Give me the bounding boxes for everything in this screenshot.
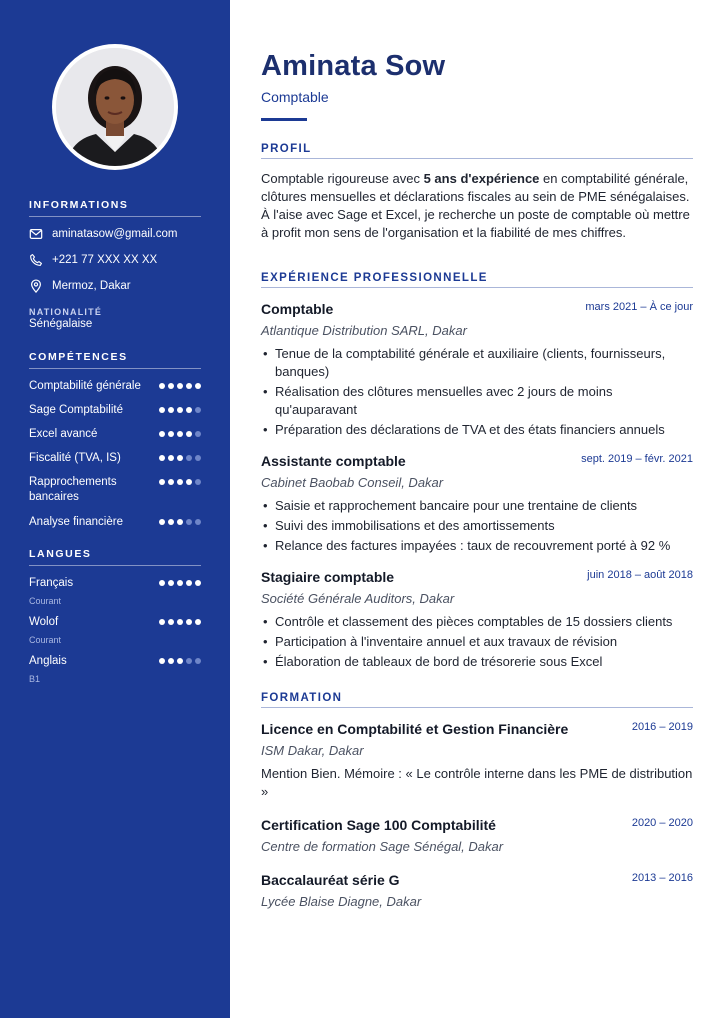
level-dot-filled — [168, 431, 174, 437]
person-name: Aminata Sow — [261, 50, 446, 82]
language-level — [159, 580, 201, 586]
list-item: • Relance des factures impayées : taux de recouvrement porté à 92 % — [261, 537, 693, 555]
level-dot-empty — [195, 658, 201, 664]
level-dot-filled — [159, 658, 165, 664]
skill-level — [159, 383, 201, 389]
title-accent-bar — [261, 118, 307, 121]
level-dot-filled — [186, 407, 192, 413]
list-item: • Élaboration de tableaux de bord de trésorerie sous Excel — [261, 653, 693, 671]
level-dot-filled — [177, 580, 183, 586]
level-dot-filled — [186, 383, 192, 389]
level-dot-filled — [159, 407, 165, 413]
level-dot-empty — [195, 407, 201, 413]
job-company: Cabinet Baobab Conseil, Dakar — [261, 475, 444, 490]
level-dot-filled — [168, 455, 174, 461]
job-title: Assistante comptable — [261, 453, 406, 469]
list-item: • Saisie et rapprochement bancaire pour une trentaine de clients — [261, 497, 693, 515]
level-dot-filled — [168, 479, 174, 485]
mail-icon — [29, 227, 43, 241]
education-school: ISM Dakar, Dakar — [261, 743, 364, 758]
job-bullets — [261, 613, 693, 673]
level-dot-filled — [159, 619, 165, 625]
skill-name: Excel avancé — [29, 428, 98, 440]
language-level — [159, 619, 201, 625]
language-item — [29, 615, 201, 630]
level-dot-filled — [177, 455, 183, 461]
info-section-title: INFORMATIONS — [29, 199, 201, 217]
nationality-label: NATIONALITÉ — [29, 307, 103, 317]
profile-highlight: 5 ans d'expérience — [423, 171, 540, 186]
skill-item — [29, 451, 201, 466]
skill-level — [159, 479, 201, 485]
language-level — [159, 658, 201, 664]
skill-item — [29, 427, 201, 442]
level-dot-filled — [177, 658, 183, 664]
profile-photo — [52, 44, 178, 170]
list-item: • Participation à l'inventaire annuel et aux travaux de révision — [261, 633, 693, 651]
education-note: Mention Bien. Mémoire : « Le contrôle interne dans les PME de distribution » — [261, 766, 693, 799]
level-dot-filled — [186, 580, 192, 586]
education-title: Certification Sage 100 Comptabilité — [261, 817, 496, 833]
level-dot-empty — [186, 455, 192, 461]
skill-level — [159, 519, 201, 525]
level-dot-filled — [195, 580, 201, 586]
level-dot-filled — [177, 619, 183, 625]
nationality-value: Sénégalaise — [29, 318, 93, 330]
skill-level — [159, 407, 201, 413]
skill-name: Comptabilité générale — [29, 380, 141, 392]
list-item: • Contrôle et classement des pièces comptables de 15 dossiers clients — [261, 613, 693, 631]
education-date: 2020 – 2020 — [631, 817, 693, 829]
skills-section-title: COMPÉTENCES — [29, 351, 201, 369]
phone-icon — [29, 253, 43, 267]
job-date: mars 2021 – À ce jour — [585, 301, 693, 313]
skill-name: Sage Comptabilité — [29, 404, 123, 416]
skill-level — [159, 431, 201, 437]
list-item: • Tenue de la comptabilité générale et auxiliaire (clients, fournisseurs, banques) — [261, 345, 693, 381]
job-date: juin 2018 – août 2018 — [587, 569, 693, 581]
level-dot-empty — [195, 519, 201, 525]
skill-name: Analyse financière — [29, 516, 123, 528]
level-dot-filled — [168, 519, 174, 525]
level-dot-empty — [186, 519, 192, 525]
language-level-text: B1 — [29, 674, 41, 684]
education-section-title: FORMATION — [261, 692, 693, 708]
skill-item — [29, 515, 201, 530]
experience-section-title: EXPÉRIENCE PROFESSIONNELLE — [261, 272, 693, 288]
email-contact[interactable] — [29, 227, 177, 241]
level-dot-filled — [186, 479, 192, 485]
portrait-image — [56, 48, 174, 166]
job-bullets — [261, 497, 693, 557]
level-dot-filled — [186, 431, 192, 437]
level-dot-empty — [195, 455, 201, 461]
level-dot-filled — [177, 383, 183, 389]
education-school: Centre de formation Sage Sénégal, Dakar — [261, 839, 504, 854]
education-date: 2013 – 2016 — [631, 872, 693, 884]
phone-text: +221 77 XXX XX XX — [52, 254, 158, 266]
address-contact — [29, 279, 131, 293]
language-name: Français — [29, 577, 74, 589]
level-dot-filled — [168, 580, 174, 586]
education-title: Baccalauréat série G — [261, 872, 400, 888]
language-level-text: Courant — [29, 596, 62, 606]
level-dot-empty — [195, 479, 201, 485]
education-date: 2016 – 2019 — [631, 721, 693, 733]
language-item — [29, 654, 201, 669]
level-dot-filled — [168, 383, 174, 389]
phone-contact[interactable] — [29, 253, 157, 267]
skill-name: Fiscalité (TVA, IS) — [29, 452, 121, 464]
level-dot-filled — [177, 479, 183, 485]
level-dot-filled — [186, 619, 192, 625]
sidebar — [0, 0, 230, 1018]
level-dot-filled — [168, 658, 174, 664]
person-role: Comptable — [261, 89, 329, 105]
level-dot-empty — [186, 658, 192, 664]
level-dot-filled — [195, 619, 201, 625]
job-title: Stagiaire comptable — [261, 569, 395, 585]
level-dot-filled — [168, 619, 174, 625]
level-dot-filled — [177, 519, 183, 525]
skill-item — [29, 475, 201, 505]
profile-text: en comptabilité générale, clôtures mensuelles et déclarations fiscales au sein de PME sénégalaises. À l'aise avec Sage et Excel, je recherche un poste de comptable où mettre à profit mon sens de l'organisation et la fiabilité de mes chiffres. — [261, 171, 690, 240]
language-item — [29, 576, 201, 591]
skill-name: Rapprochements bancaires — [29, 476, 117, 503]
level-dot-filled — [159, 580, 165, 586]
level-dot-filled — [177, 431, 183, 437]
level-dot-filled — [159, 479, 165, 485]
language-name: Anglais — [29, 655, 67, 667]
job-company: Société Générale Auditors, Dakar — [261, 591, 455, 606]
job-date: sept. 2019 – févr. 2021 — [581, 453, 693, 465]
profile-text: Comptable rigoureuse avec — [261, 171, 424, 186]
level-dot-filled — [159, 519, 165, 525]
education-school: Lycée Blaise Diagne, Dakar — [261, 894, 422, 909]
skill-item — [29, 403, 201, 418]
address-text: Mermoz, Dakar — [52, 280, 131, 292]
skill-item — [29, 379, 201, 394]
list-item: • Suivi des immobilisations et des amortissements — [261, 517, 693, 535]
skill-level — [159, 455, 201, 461]
job-bullets — [261, 345, 693, 441]
level-dot-filled — [177, 407, 183, 413]
email-text: aminatasow@gmail.com — [52, 228, 178, 240]
list-item: • Réalisation des clôtures mensuelles avec 2 jours de moins qu'auparavant — [261, 383, 693, 419]
level-dot-filled — [159, 455, 165, 461]
profile-section-title: PROFIL — [261, 143, 693, 159]
job-company: Atlantique Distribution SARL, Dakar — [261, 323, 467, 338]
level-dot-filled — [195, 383, 201, 389]
level-dot-empty — [195, 431, 201, 437]
languages-section-title: LANGUES — [29, 548, 201, 566]
job-title: Comptable — [261, 301, 334, 317]
language-name: Wolof — [29, 616, 59, 628]
profile-summary — [261, 170, 693, 242]
location-pin-icon — [29, 279, 43, 293]
language-level-text: Courant — [29, 635, 62, 645]
level-dot-filled — [159, 383, 165, 389]
education-title: Licence en Comptabilité et Gestion Financière — [261, 721, 569, 737]
level-dot-filled — [168, 407, 174, 413]
level-dot-filled — [159, 431, 165, 437]
list-item: • Préparation des déclarations de TVA et des états financiers annuels — [261, 421, 693, 439]
